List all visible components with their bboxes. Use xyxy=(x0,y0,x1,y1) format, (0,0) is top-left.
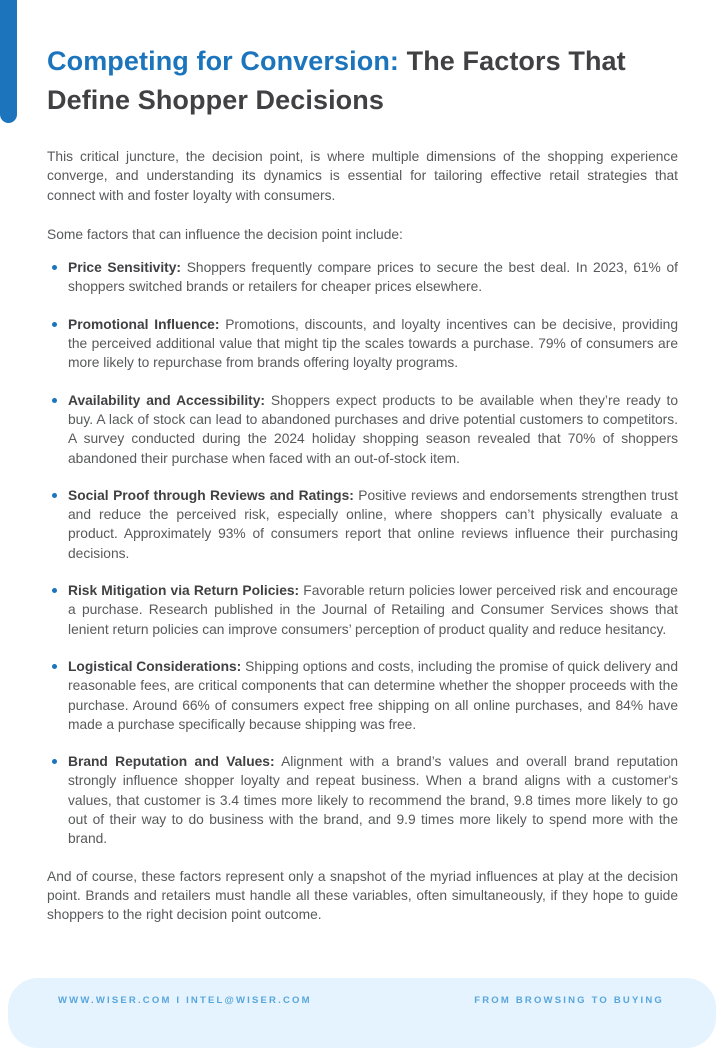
bullet-icon xyxy=(52,265,57,270)
bullet-icon xyxy=(52,588,57,593)
list-item xyxy=(47,581,678,639)
accent-bar xyxy=(0,0,17,123)
factor-text: Favorable return policies lower perceived risk and encourage a purchase. Research published in the Journal of Retailing and Consumer Services shows that lenient return policies can improve consumers’ perception of product quality and reduce hesitancy. xyxy=(68,583,678,637)
factor-text: Alignment with a brand’s values and overall brand reputation strongly influence shopper loyalty and repeat business. When a brand aligns with a customer's values, that customer is 3.4 times more likely to recommend the brand, 9.8 times more likely to go out of their way to do business with the brand, and 9.9 times more likely to spend more with the brand. xyxy=(68,754,678,847)
footer xyxy=(8,978,716,1048)
factor-text: Shoppers expect products to be available when they’re ready to buy. A lack of stock can lead to abandoned purchases and drive potential customers to competitors. A survey conducted during the 2024 holiday shopping season revealed that 70% of shoppers abandoned their purchase when faced with an out-of-stock item. xyxy=(68,392,679,466)
bullet-icon xyxy=(52,493,57,498)
bullet-icon xyxy=(52,664,57,669)
list-intro: Some factors that can influence the decision point include: xyxy=(47,226,403,242)
factor-list xyxy=(47,258,678,848)
factor-text: Shipping options and costs, including the promise of quick delivery and reasonable fees, are critical components that can determine whether the shopper proceeds with the purchase. Around 66% of consumers expect free shipping on all online purchases, and 84% have made a purchase specifically because shipping was free. xyxy=(68,658,679,732)
list-item xyxy=(47,315,678,373)
page-title xyxy=(47,42,657,120)
bullet-icon xyxy=(52,322,57,327)
factor-text: Shoppers frequently compare prices to secure the best deal. In 2023, 61% of shoppers switched brands or retailers for cheaper prices elsewhere. xyxy=(68,260,678,295)
footer-tagline: FROM BROWSING TO BUYING xyxy=(474,995,664,1006)
footer-contact-link[interactable]: WWW.WISER.COM I INTEL@WISER.COM xyxy=(58,995,312,1006)
list-item xyxy=(47,752,678,848)
document-body xyxy=(47,147,678,925)
page-title-rest: The Factors That Define Shopper Decisions xyxy=(47,46,626,116)
list-item xyxy=(47,486,678,563)
factor-lead: Availability and Accessibility: xyxy=(68,392,266,408)
factor-text: Promotions, discounts, and loyalty incentives can be decisive, providing the perceived additional value that might tip the scales towards a purchase. 79% of consumers are more likely to repurchase from brands offering loyalty programs. xyxy=(68,316,678,371)
factor-lead: Logistical Considerations: xyxy=(68,658,242,674)
list-item xyxy=(47,657,678,734)
closing-paragraph: And of course, these factors represent only a snapshot of the myriad influences at play at the decision point. Brands and retailers must handle all these variables, often simultaneously, if they hope to guide shoppers to the right decision point outcome. xyxy=(47,868,678,923)
factor-text: Positive reviews and endorsements strengthen trust and reduce the perceived risk, especially online, where shoppers can’t physically evaluate a product. Approximately 93% of consumers report that online reviews influence their purchasing decisions. xyxy=(68,487,678,561)
factor-lead: Social Proof through Reviews and Ratings: xyxy=(68,487,354,503)
factor-lead: Price Sensitivity: xyxy=(68,260,182,276)
page-title-highlight: Competing for Conversion: xyxy=(47,46,399,77)
bullet-icon xyxy=(52,759,57,764)
intro-paragraph: This critical juncture, the decision point, is where multiple dimensions of the shopping experience converge, and understanding its dynamics is essential for tailoring effective retail strategies that connect with and foster loyalty with consumers. xyxy=(47,149,678,203)
list-item xyxy=(47,391,678,468)
bullet-icon xyxy=(52,398,57,403)
factor-lead: Risk Mitigation via Return Policies: xyxy=(68,583,300,599)
list-item xyxy=(47,258,678,297)
factor-lead: Promotional Influence: xyxy=(68,316,220,332)
factor-lead: Brand Reputation and Values: xyxy=(68,754,275,770)
